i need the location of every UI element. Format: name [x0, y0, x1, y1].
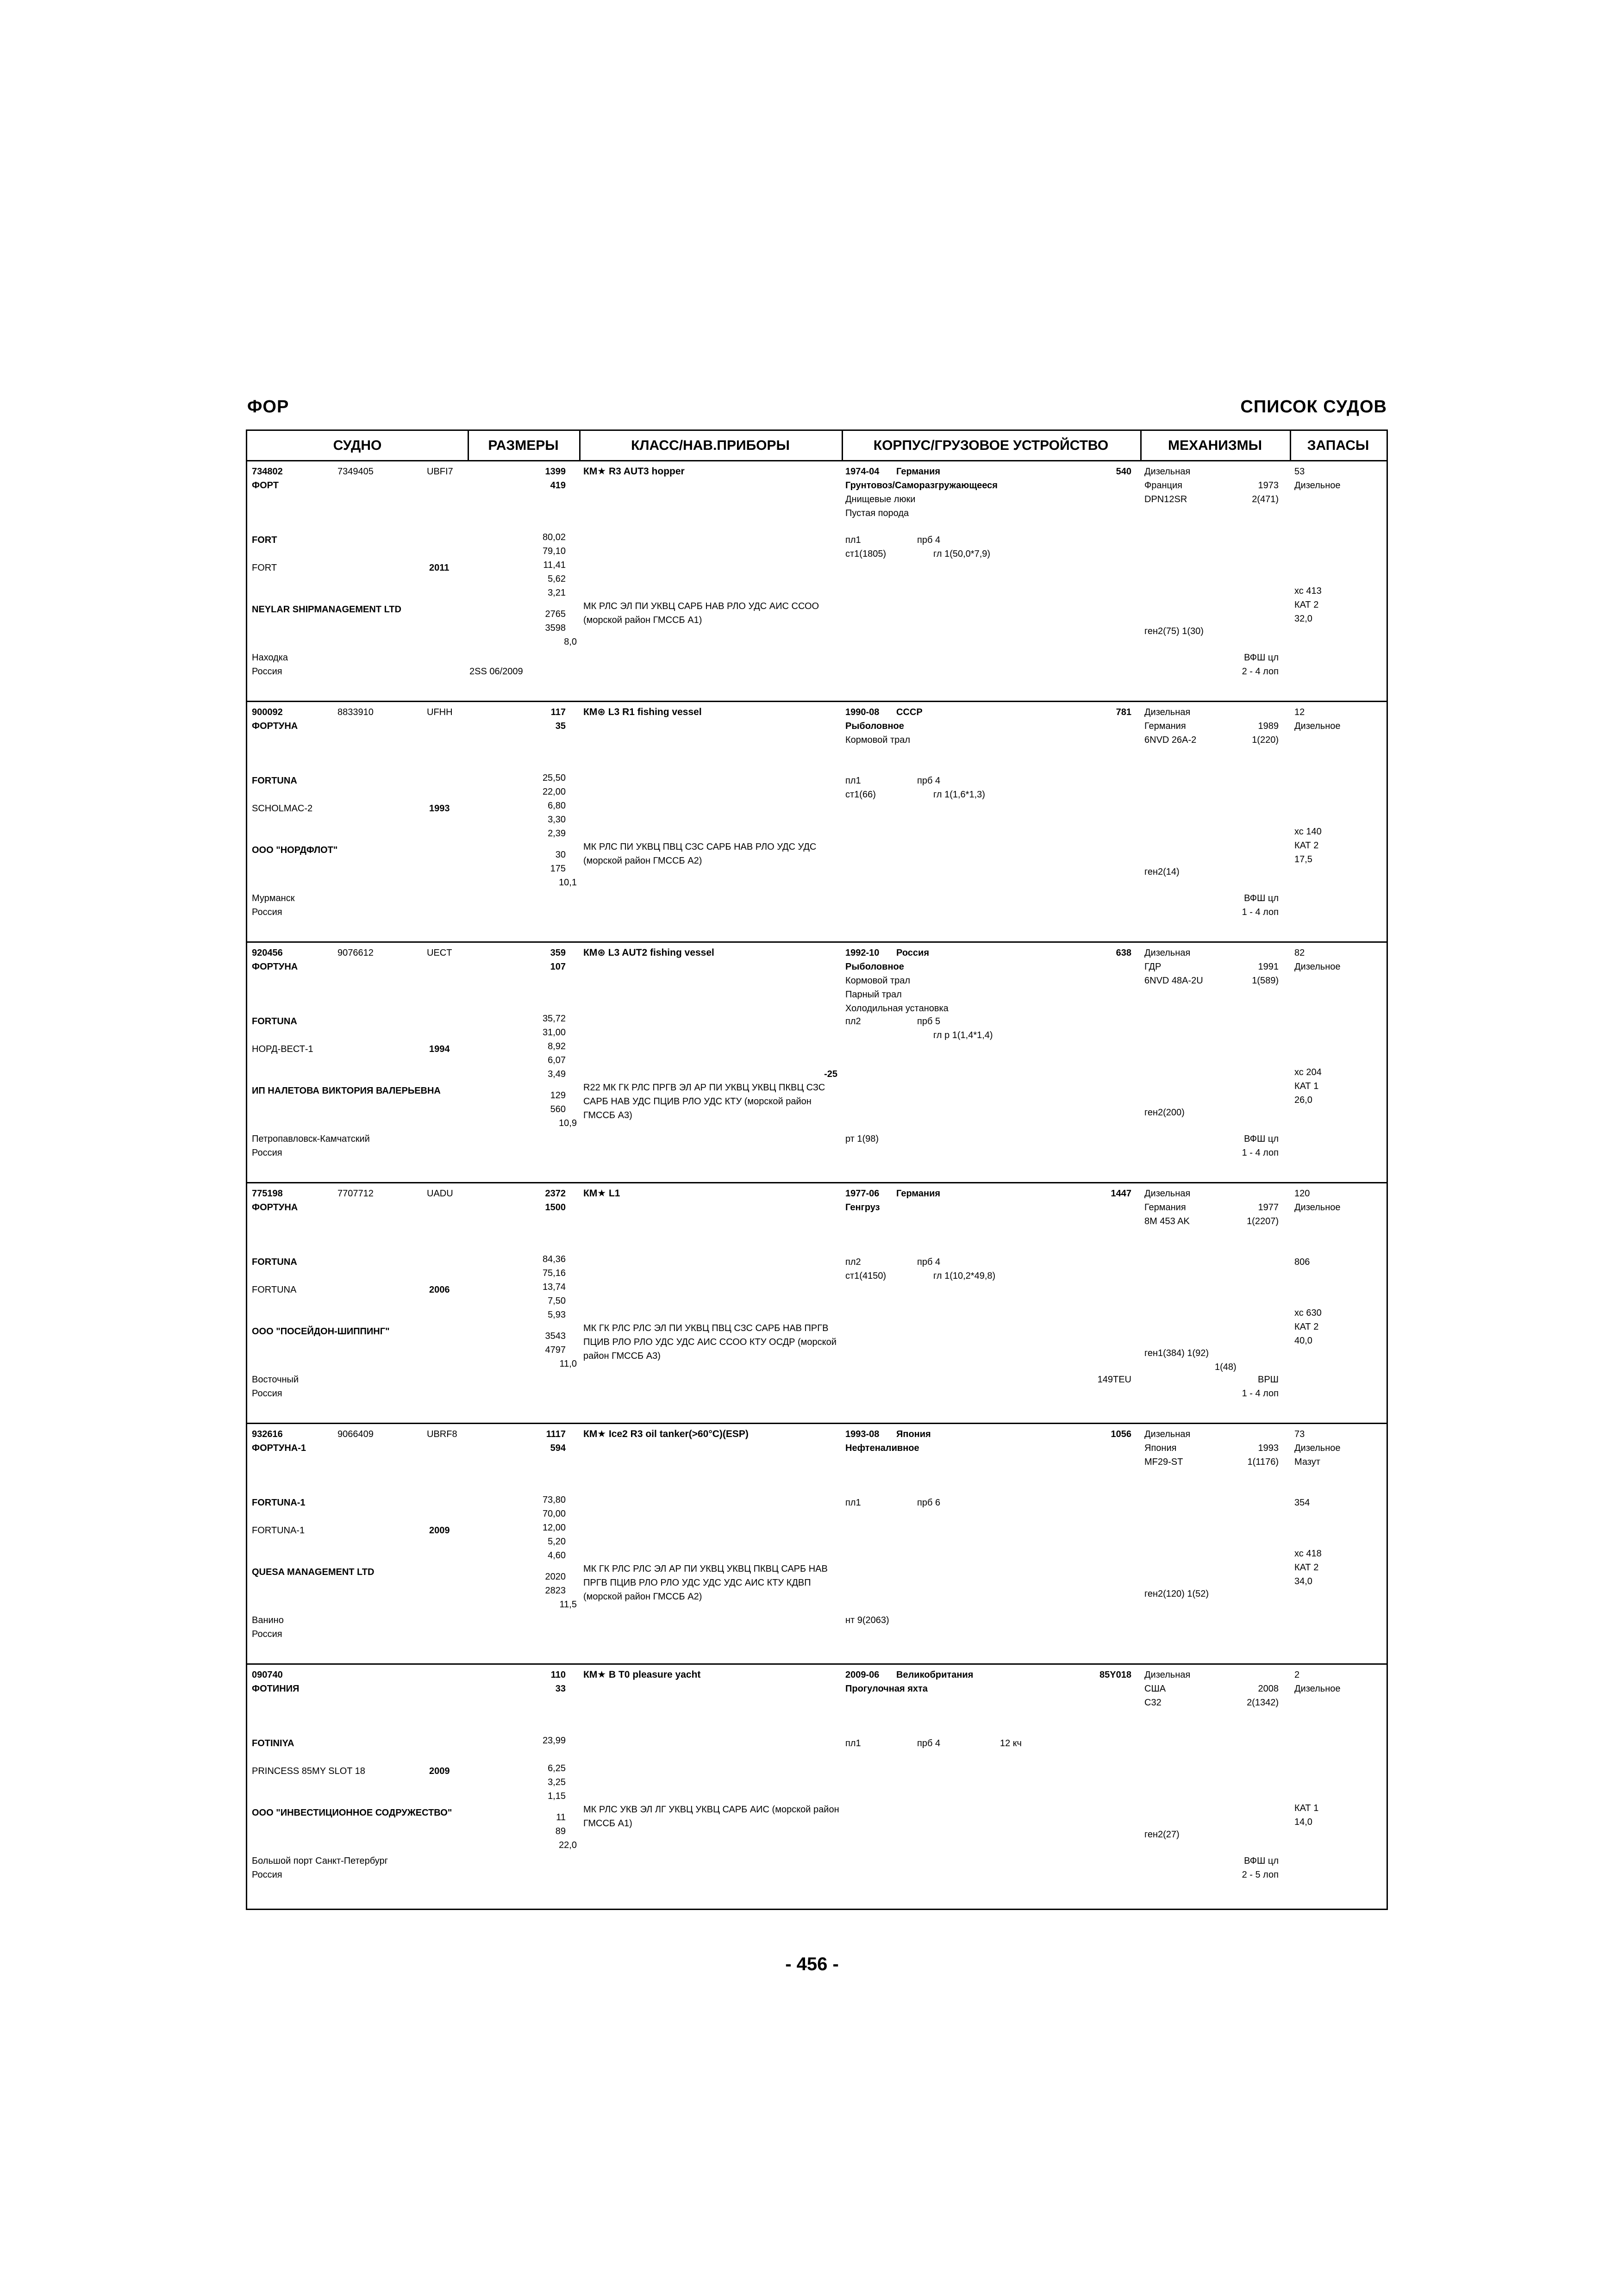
deck-count: пл2 — [845, 1257, 861, 1267]
boat-capacity: 14,0 — [1294, 1817, 1312, 1827]
ship-latin-name: FORTUNA — [252, 1257, 297, 1267]
class-notation: КМ★ Ice2 R3 oil tanker(>60°C)(ESP) — [583, 1429, 749, 1439]
boat-category: КАТ 2 — [1294, 1562, 1319, 1573]
breadth: 8,92 — [548, 1041, 566, 1052]
engine-model: 6NVD 26A-2 — [1144, 735, 1197, 745]
draft: 3,21 — [548, 588, 566, 598]
engine-power: 2(1342) — [1247, 1698, 1279, 1708]
engine-year: 1973 — [1258, 480, 1279, 491]
deadweight: 2765 — [545, 609, 566, 619]
navigation-equipment: МК ГК РЛС РЛС ЭЛ ПИ УКВЦ ПВЦ СЗС САРБ НАВ ПРГВ ПЦИВ РЛО РЛО УДС УДС АИС ССОО КТУ ОСДР (морской район ГМССБ А3) — [583, 1323, 837, 1361]
aux-capacity: 806 — [1294, 1257, 1310, 1267]
speed: 8,0 — [564, 637, 577, 647]
depth: 5,62 — [548, 574, 566, 584]
generators: ген2(14) — [1144, 867, 1180, 877]
boat-category: КАТ 2 — [1294, 840, 1319, 851]
fuel-type: Дизельное — [1294, 1443, 1341, 1453]
home-port: Петропавловск-Камчатский — [252, 1134, 370, 1144]
ship-latin-name: FORT — [252, 535, 277, 545]
flag-country: Россия — [252, 666, 282, 677]
fuel-quantity: 12 — [1294, 707, 1305, 717]
owner: ИП НАЛЕТОВА ВИКТОРИЯ ВАЛЕРЬЕВНА — [252, 1086, 441, 1096]
bulkhead-count: прб 4 — [917, 1738, 941, 1748]
tank-info: нт 9(2063) — [845, 1615, 889, 1625]
breadth: 12,00 — [542, 1523, 566, 1533]
ship-name: ФОТИНИЯ — [252, 1684, 300, 1694]
extra-info: 12 кч — [1000, 1738, 1022, 1748]
registry-number: 920456 — [252, 948, 283, 958]
generators: ген2(75) 1(30) — [1144, 626, 1204, 636]
engine-year: 1991 — [1258, 962, 1279, 972]
displacement: 560 — [550, 1104, 566, 1114]
hold-capacity: ст1(4150) — [845, 1271, 887, 1281]
boat-capacity: 26,0 — [1294, 1095, 1312, 1105]
registry-number: 090740 — [252, 1670, 283, 1680]
fuel-type: Дизельное — [1294, 721, 1341, 731]
ship-latin-name: FOTINIYA — [252, 1738, 294, 1748]
ship-name: ФОРТ — [252, 480, 279, 491]
draft: 4,60 — [548, 1550, 566, 1561]
navigation-equipment: МК ГК РЛС РЛС ЭЛ АР ПИ УКВЦ УКВЦ ПКВЦ САРБ НАВ ПРГВ ПЦИВ РЛО РЛО УДС УДС УДС АИС КТУ КДВП (морской район ГМССБ А2) — [583, 1564, 828, 1602]
owner: QUESA MANAGEMENT LTD — [252, 1567, 375, 1577]
engine-year: 2008 — [1258, 1684, 1279, 1694]
boat-category: КАТ 1 — [1294, 1081, 1319, 1091]
displacement: 175 — [550, 864, 566, 874]
displacement: 4797 — [545, 1345, 566, 1355]
flag-country: Россия — [252, 1870, 282, 1880]
registry-number: 900092 — [252, 707, 283, 717]
propeller-detail: 2 - 5 лоп — [1242, 1870, 1279, 1880]
ship-latin-name: FORTUNA — [252, 776, 297, 786]
propeller-type: ВРШ — [1257, 1375, 1279, 1385]
imo-number: 7707712 — [337, 1188, 374, 1199]
hull-figure: 638 — [1116, 948, 1131, 958]
call-sign: UADU — [427, 1188, 453, 1199]
former-year: 1993 — [429, 803, 450, 814]
build-country: Великобритания — [896, 1670, 974, 1680]
former-name: FORTUNA-1 — [252, 1525, 305, 1536]
former-year: 2006 — [429, 1285, 450, 1295]
engine-power: 1(589) — [1252, 976, 1279, 986]
propeller-type: ВФШ цл — [1244, 1134, 1279, 1144]
home-port: Ванино — [252, 1615, 284, 1625]
breadth: 6,25 — [548, 1763, 566, 1773]
build-date: 1974-04 — [845, 467, 880, 477]
imo-number: 7349405 — [337, 467, 374, 477]
propeller-detail: 1 - 4 лоп — [1242, 907, 1279, 917]
flag-country: Россия — [252, 1148, 282, 1158]
boat-capacity: 40,0 — [1294, 1336, 1312, 1346]
deadweight: 3543 — [545, 1331, 566, 1341]
ship-type: Грунтовоз/Саморазгружающееся — [845, 480, 998, 491]
generators: ген2(120) 1(52) — [1144, 1589, 1209, 1599]
hull-feature: Днищевые люки — [845, 494, 916, 504]
depth: 7,50 — [548, 1296, 566, 1306]
propeller-type: ВФШ цл — [1244, 1856, 1279, 1866]
engine-power: 1(2207) — [1247, 1216, 1279, 1226]
length-pp: 22,00 — [542, 787, 566, 797]
ship-name: ФОРТУНА — [252, 721, 298, 731]
hull-feature: Пустая порода — [845, 508, 909, 518]
engine-model: 6NVD 48A-2U — [1144, 976, 1203, 986]
hull-figure: 781 — [1116, 707, 1131, 717]
net-tonnage: 594 — [550, 1443, 566, 1453]
depth: 3,30 — [548, 815, 566, 825]
engine-year: 1993 — [1258, 1443, 1279, 1453]
engine-year: 1977 — [1258, 1202, 1279, 1213]
ship-entry — [247, 1424, 1387, 1665]
former-name: FORT — [252, 563, 277, 573]
navigation-equipment: МК РЛС ПИ УКВЦ ПВЦ СЗС САРБ НАВ РЛО УДС УДС (морской район ГМССБ А2) — [583, 842, 817, 866]
engine-type: Дизельная — [1144, 467, 1191, 477]
flag-country: Россия — [252, 907, 282, 917]
ship-latin-name: FORTUNA-1 — [252, 1498, 306, 1508]
fuel-type: Дизельное — [1294, 962, 1341, 972]
cold-store: хс 140 — [1294, 827, 1322, 837]
deck-count: пл1 — [845, 1738, 861, 1748]
ship-entry — [247, 1183, 1387, 1424]
build-country: Россия — [896, 948, 930, 958]
hull-figure: 540 — [1116, 467, 1131, 477]
imo-number: 8833910 — [337, 707, 374, 717]
tank-info: рт 1(98) — [845, 1134, 879, 1144]
class-notation: КМ★ L1 — [583, 1188, 620, 1199]
displacement: 89 — [555, 1826, 566, 1836]
cold-store: хс 630 — [1294, 1308, 1322, 1318]
engine-country: Германия — [1144, 1202, 1186, 1213]
class-notation: КМ⊛ L3 R1 fishing vessel — [583, 707, 702, 717]
call-sign: UBFI7 — [427, 467, 453, 477]
engine-year: 1989 — [1258, 721, 1279, 731]
fuel-quantity: 82 — [1294, 948, 1305, 958]
length-pp: 75,16 — [542, 1268, 566, 1278]
engine-model: DPN12SR — [1144, 494, 1187, 504]
home-port: Мурманск — [252, 893, 295, 903]
breadth: 11,41 — [543, 560, 566, 570]
build-date: 1990-08 — [845, 707, 880, 717]
former-year: 2009 — [429, 1766, 450, 1776]
fuel-type: Дизельное — [1294, 1202, 1341, 1213]
generators: ген1(384) 1(92) — [1144, 1348, 1209, 1358]
former-name: FORTUNA — [252, 1285, 297, 1295]
extra-info: -25 — [824, 1069, 837, 1079]
deck-count: пл1 — [845, 535, 861, 545]
cold-store: хс 418 — [1294, 1549, 1322, 1559]
column-header-dimensions: РАЗМЕРЫ — [468, 431, 579, 461]
draft: 1,15 — [548, 1791, 566, 1801]
net-tonnage: 35 — [555, 721, 566, 731]
displacement: 2823 — [545, 1586, 566, 1596]
propeller-type: ВФШ цл — [1244, 893, 1279, 903]
engine-country: Германия — [1144, 721, 1186, 731]
ship-type: Рыболовное — [845, 721, 904, 731]
engine-country: США — [1144, 1684, 1166, 1694]
deadweight: 129 — [550, 1090, 566, 1101]
former-year: 2009 — [429, 1525, 450, 1536]
engine-country: ГДР — [1144, 962, 1162, 972]
column-header-ship: СУДНО — [247, 431, 468, 461]
former-year: 1994 — [429, 1044, 450, 1054]
boat-category: КАТ 1 — [1294, 1803, 1319, 1813]
propeller-detail: 2 - 4 лоп — [1242, 666, 1279, 677]
ship-type: Нефтеналивное — [845, 1443, 919, 1453]
build-country: СССР — [896, 707, 923, 717]
speed: 10,9 — [559, 1118, 577, 1128]
page-header-right: СПИСОК СУДОВ — [1240, 397, 1387, 417]
navigation-equipment: МК РЛС ЭЛ ПИ УКВЦ САРБ НАВ РЛО УДС АИС ССОО (морской район ГМССБ А1) — [583, 601, 819, 625]
call-sign: UFHH — [427, 707, 453, 717]
fuel-quantity: 53 — [1294, 467, 1305, 477]
bulkhead-count: прб 6 — [917, 1498, 941, 1508]
depth: 5,20 — [548, 1537, 566, 1547]
hatch-size: гл 1(50,0*7,9) — [933, 549, 991, 559]
build-date: 1977-06 — [845, 1188, 880, 1199]
engine-model: C32 — [1144, 1698, 1162, 1708]
class-notation: КМ★ В Т0 pleasure yacht — [583, 1669, 701, 1680]
fuel-quantity: 120 — [1294, 1188, 1310, 1199]
column-header-class: КЛАСС/НАВ.ПРИБОРЫ — [579, 431, 842, 461]
gross-tonnage: 117 — [550, 707, 566, 717]
hull-feature: Холодильная установка — [845, 1003, 949, 1014]
owner: NEYLAR SHIPMANAGEMENT LTD — [252, 604, 401, 615]
deck-count: пл1 — [845, 776, 861, 786]
boat-capacity: 17,5 — [1294, 854, 1312, 865]
ship-register-table — [246, 429, 1388, 1910]
hold-capacity: ст1(1805) — [845, 549, 887, 559]
gross-tonnage: 110 — [550, 1670, 566, 1680]
gross-tonnage: 1399 — [545, 467, 566, 477]
fuel-quantity: 2 — [1294, 1670, 1300, 1680]
ship-entry — [247, 461, 1387, 702]
ship-entry — [247, 702, 1387, 943]
engine-type: Дизельная — [1144, 1188, 1191, 1199]
engine-power: 1(1176) — [1247, 1457, 1279, 1467]
navigation-equipment: МК РЛС УКВ ЭЛ ЛГ УКВЦ УКВЦ САРБ АИС (морской район ГМССБ А1) — [583, 1804, 839, 1829]
engine-type: Дизельная — [1144, 948, 1191, 958]
breadth: 13,74 — [542, 1282, 566, 1292]
length-overall: 80,02 — [542, 532, 566, 542]
home-port: Находка — [252, 653, 288, 663]
build-date: 2009-06 — [845, 1670, 880, 1680]
bulkhead-count: прб 5 — [917, 1016, 941, 1027]
hatch-size: гл 1(10,2*49,8) — [933, 1271, 996, 1281]
fuel-quantity: 73 — [1294, 1429, 1305, 1439]
boat-capacity: 34,0 — [1294, 1576, 1312, 1587]
ship-latin-name: FORTUNA — [252, 1016, 297, 1027]
former-name: PRINCESS 85MY SLOT 18 — [252, 1766, 365, 1776]
length-overall: 73,80 — [542, 1495, 566, 1505]
column-header-hull: КОРПУС/ГРУЗОВОЕ УСТРОЙСТВО — [842, 431, 1140, 461]
hull-figure: 85Y018 — [1099, 1670, 1131, 1680]
displacement: 3598 — [545, 623, 566, 633]
build-country: Германия — [896, 467, 941, 477]
length-pp: 70,00 — [542, 1509, 566, 1519]
imo-number: 9076612 — [337, 948, 374, 958]
hull-feature: Парный трал — [845, 989, 902, 1000]
propeller-detail: 1 - 4 лоп — [1242, 1148, 1279, 1158]
ship-name: ФОРТУНА — [252, 962, 298, 972]
imo-number: 9066409 — [337, 1429, 374, 1439]
ship-entry — [247, 943, 1387, 1183]
engine-country: Япония — [1144, 1443, 1177, 1453]
ship-name: ФОРТУНА-1 — [252, 1443, 306, 1453]
length-pp: 79,10 — [542, 546, 566, 556]
boat-capacity: 32,0 — [1294, 614, 1312, 624]
ship-entry — [247, 1665, 1387, 1905]
ship-type: Генгруз — [845, 1202, 880, 1213]
fuel-type-2: Мазут — [1294, 1457, 1320, 1467]
fuel-type: Дизельное — [1294, 480, 1341, 491]
generators-extra: 1(48) — [1215, 1362, 1237, 1372]
hold-capacity: ст1(66) — [845, 790, 876, 800]
depth: 3,25 — [548, 1777, 566, 1787]
owner: ООО "ПОСЕЙДОН-ШИППИНГ" — [252, 1326, 390, 1337]
class-notation: КМ⊛ L3 AUT2 fishing vessel — [583, 947, 714, 958]
engine-type: Дизельная — [1144, 707, 1191, 717]
ship-type: Прогулочная яхта — [845, 1684, 928, 1694]
class-notation: КМ★ R3 AUT3 hopper — [583, 466, 685, 477]
speed: 22,0 — [559, 1840, 577, 1850]
engine-power: 2(471) — [1252, 494, 1279, 504]
registry-number: 734802 — [252, 467, 283, 477]
hull-figure: 1056 — [1111, 1429, 1131, 1439]
boat-category: КАТ 2 — [1294, 1322, 1319, 1332]
engine-power: 1(220) — [1252, 735, 1279, 745]
call-sign: UBRF8 — [427, 1429, 457, 1439]
column-header-supplies: ЗАПАСЫ — [1290, 431, 1387, 461]
build-country: Германия — [896, 1188, 941, 1199]
length-overall: 25,50 — [542, 773, 566, 783]
navigation-equipment: R22 МК ГК РЛС ПРГВ ЭЛ АР ПИ УКВЦ УКВЦ ПКВЦ СЗС САРБ НАВ УДС ПЦИВ РЛО УДС КТУ (морской район ГМССБ А3) — [583, 1083, 825, 1120]
speed: 11,5 — [559, 1599, 577, 1610]
home-port: Восточный — [252, 1375, 299, 1385]
gross-tonnage: 2372 — [545, 1188, 566, 1199]
owner: ООО "НОРДФЛОТ" — [252, 845, 338, 855]
deadweight: 11 — [556, 1812, 566, 1823]
flag-country: Россия — [252, 1388, 282, 1399]
page-number: - 456 - — [785, 1954, 839, 1974]
former-year: 2011 — [429, 563, 450, 573]
bulkhead-count: прб 4 — [917, 535, 941, 545]
length-overall: 23,99 — [542, 1736, 566, 1746]
cold-store: хс 413 — [1294, 586, 1322, 596]
engine-type: Дизельная — [1144, 1670, 1191, 1680]
speed: 10,1 — [559, 877, 577, 888]
page-header-left: ФОР — [247, 397, 289, 417]
propeller-type: ВФШ цл — [1244, 653, 1279, 663]
length-overall: 84,36 — [542, 1254, 566, 1264]
draft: 2,39 — [548, 828, 566, 839]
hatch-size: гл р 1(1,4*1,4) — [933, 1030, 993, 1040]
extra-info: 149TEU — [1097, 1375, 1131, 1385]
net-tonnage: 33 — [555, 1684, 566, 1694]
registry-number: 775198 — [252, 1188, 283, 1199]
hatch-size: гл 1(1,6*1,3) — [933, 790, 985, 800]
hull-figure: 1447 — [1111, 1188, 1131, 1199]
draft: 5,93 — [548, 1310, 566, 1320]
generators: ген2(200) — [1144, 1108, 1185, 1118]
length-pp: 31,00 — [542, 1027, 566, 1038]
ship-name: ФОРТУНА — [252, 1202, 298, 1213]
former-name: НОРД-ВЕСТ-1 — [252, 1044, 313, 1054]
depth: 6,07 — [548, 1055, 566, 1065]
deck-count: пл2 — [845, 1016, 861, 1027]
length-overall: 35,72 — [542, 1014, 566, 1024]
call-sign: UECT — [427, 948, 452, 958]
generators: ген2(27) — [1144, 1829, 1180, 1840]
deadweight: 2020 — [545, 1572, 566, 1582]
engine-model: MF29-ST — [1144, 1457, 1183, 1467]
net-tonnage: 1500 — [545, 1202, 566, 1213]
deadweight: 30 — [555, 850, 566, 860]
build-date: 1993-08 — [845, 1429, 880, 1439]
hull-feature: Кормовой трал — [845, 735, 911, 745]
survey-date: 2SS 06/2009 — [469, 666, 523, 677]
ship-type: Рыболовное — [845, 962, 904, 972]
bulkhead-count: прб 4 — [917, 1257, 941, 1267]
bulkhead-count: прб 4 — [917, 776, 941, 786]
engine-model: 8M 453 AK — [1144, 1216, 1190, 1226]
propeller-detail: 1 - 4 лоп — [1242, 1388, 1279, 1399]
net-tonnage: 419 — [550, 480, 566, 491]
home-port: Большой порт Санкт-Петербург — [252, 1856, 388, 1866]
deck-count: пл1 — [845, 1498, 861, 1508]
boat-category: КАТ 2 — [1294, 600, 1319, 610]
gross-tonnage: 359 — [550, 948, 566, 958]
engine-type: Дизельная — [1144, 1429, 1191, 1439]
column-header-machinery: МЕХАНИЗМЫ — [1140, 431, 1290, 461]
build-date: 1992-10 — [845, 948, 880, 958]
draft: 3,49 — [548, 1069, 566, 1079]
aux-capacity: 354 — [1294, 1498, 1310, 1508]
owner: ООО "ИНВЕСТИЦИОННОЕ СОДРУЖЕСТВО" — [252, 1808, 452, 1818]
engine-country: Франция — [1144, 480, 1182, 491]
fuel-type: Дизельное — [1294, 1684, 1341, 1694]
speed: 11,0 — [559, 1359, 577, 1369]
flag-country: Россия — [252, 1629, 282, 1639]
hull-feature: Кормовой трал — [845, 976, 911, 986]
net-tonnage: 107 — [550, 962, 566, 972]
registry-number: 932616 — [252, 1429, 283, 1439]
breadth: 6,80 — [548, 801, 566, 811]
gross-tonnage: 1117 — [546, 1429, 566, 1439]
cold-store: хс 204 — [1294, 1067, 1322, 1077]
former-name: SCHOLMAC-2 — [252, 803, 313, 814]
build-country: Япония — [896, 1429, 931, 1439]
